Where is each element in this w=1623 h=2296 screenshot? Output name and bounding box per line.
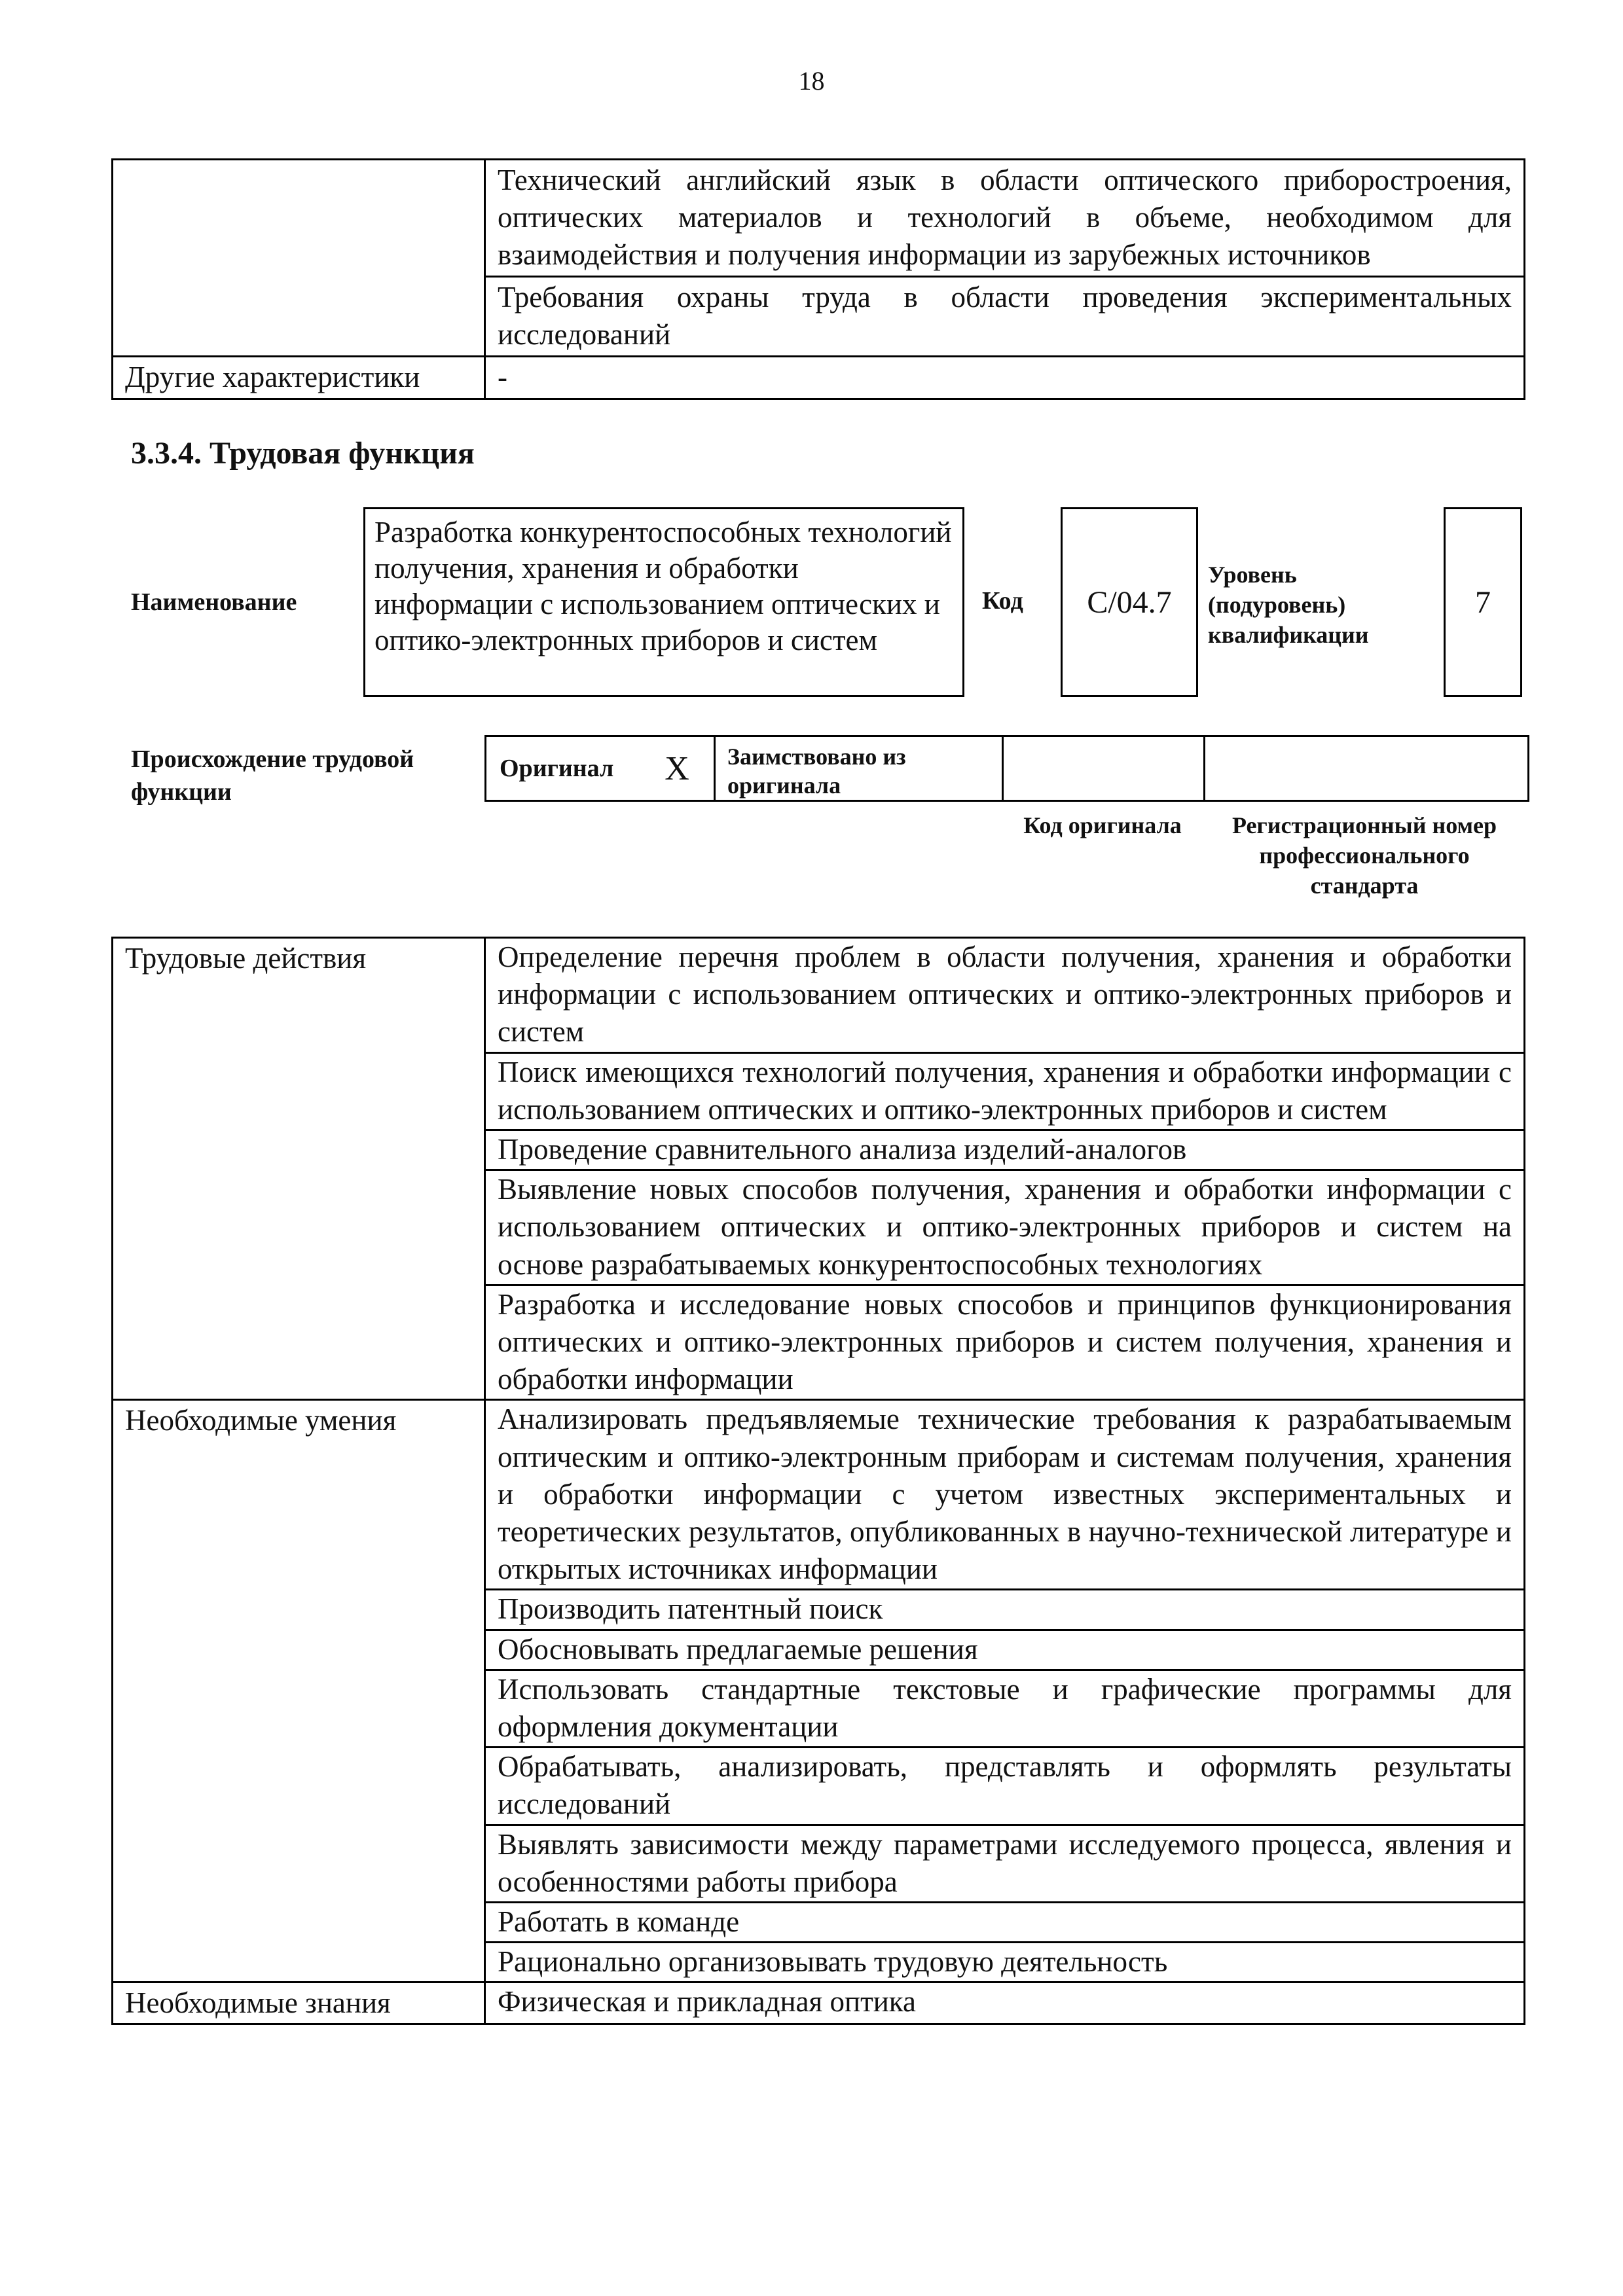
function-name-box: Разработка конкурентоспособных технологий получения, хранения и обработки информации с использованием оптических и оптико-электронных приборов и систем: [363, 507, 964, 697]
table-row: [113, 160, 1525, 277]
group-item: Обосновывать предлагаемые решения: [485, 1630, 1525, 1670]
row-value: Технический английский язык в области оптического приборостроения, оптических материалов и технологий в объеме, необходимом для взаимодействия и получения информации из зарубежных источников: [485, 160, 1525, 277]
group-item: Обрабатывать, анализировать, представлять и оформлять результаты исследований: [485, 1748, 1525, 1825]
qualification-level-box: 7: [1444, 507, 1522, 697]
origin-row: [484, 735, 1529, 802]
code-original-cell: [1004, 737, 1205, 800]
continuation-table: [111, 158, 1525, 400]
group-item: Поиск имеющихся технологий получения, хранения и обработки информации с использованием оптических и оптико-электронных приборов и систем: [485, 1052, 1525, 1130]
group-item: Разработка и исследование новых способов и принципов функционирования оптических и оптико-электронных приборов и систем получения, хранения и обработки информации: [485, 1285, 1525, 1400]
name-label: Наименование: [131, 588, 297, 616]
group-label: Необходимые умения: [113, 1400, 485, 1982]
row-value: -: [485, 357, 1525, 399]
row-label: [113, 160, 485, 357]
original-mark: X: [665, 749, 689, 787]
reg-number-cell: [1205, 737, 1527, 800]
group-label: Необходимые знания: [113, 1982, 485, 2024]
group-label: Трудовые действия: [113, 938, 485, 1400]
group-item: Физическая и прикладная оптика: [485, 1982, 1525, 2024]
group-item: Анализировать предъявляемые технические требования к разрабатываемым оптическим и оптико-электронным приборам и системам получения, хранения и обработки информации с учетом известных экспериментальных и теоретических результатов, опубликованных в научно-технической литературе и открытых источниках информации: [485, 1400, 1525, 1590]
group-item: Использовать стандартные текстовые и графические программы для оформления документации: [485, 1670, 1525, 1747]
original-label: Оригинал: [500, 755, 614, 782]
function-code-box: C/04.7: [1061, 507, 1198, 697]
reg-number-label: Регистрационный номер профессионального стандарта: [1231, 812, 1497, 899]
group-item: Выявление новых способов получения, хранения и обработки информации с использованием оптических и оптико-электронных приборов и систем на основе разрабатываемых конкурентоспособных технологиях: [485, 1170, 1525, 1285]
labor-function-table: [111, 937, 1525, 2025]
table-row: [113, 1982, 1525, 2024]
row-value: Требования охраны труда в области проведения экспериментальных исследований: [485, 277, 1525, 357]
original-cell: [486, 737, 716, 800]
group-item: Выявлять зависимости между параметрами исследуемого процесса, явления и особенностями работы прибора: [485, 1825, 1525, 1902]
section-heading: 3.3.4. Трудовая функция: [131, 436, 475, 471]
page-number: 18: [798, 66, 825, 96]
borrowed-label: Заимствовано из оригинала: [716, 737, 1004, 800]
group-item: Проведение сравнительного анализа изделий-аналогов: [485, 1130, 1525, 1170]
code-original-label: Код оригинала: [1023, 812, 1182, 838]
level-label: Уровень (подуровень) квалификации: [1208, 562, 1369, 648]
group-item: Рационально организовывать трудовую деятельность: [485, 1943, 1525, 1982]
table-row: [113, 938, 1525, 1053]
group-item: Работать в команде: [485, 1903, 1525, 1943]
code-label: Код: [982, 587, 1023, 615]
group-item: Определение перечня проблем в области получения, хранения и обработки информации с использованием оптических и оптико-электронных приборов и систем: [485, 938, 1525, 1053]
group-item: Производить патентный поиск: [485, 1590, 1525, 1630]
table-row: [113, 357, 1525, 399]
row-label: Другие характеристики: [113, 357, 485, 399]
origin-label: Происхождение трудовой функции: [131, 745, 414, 806]
table-row: [113, 1400, 1525, 1590]
